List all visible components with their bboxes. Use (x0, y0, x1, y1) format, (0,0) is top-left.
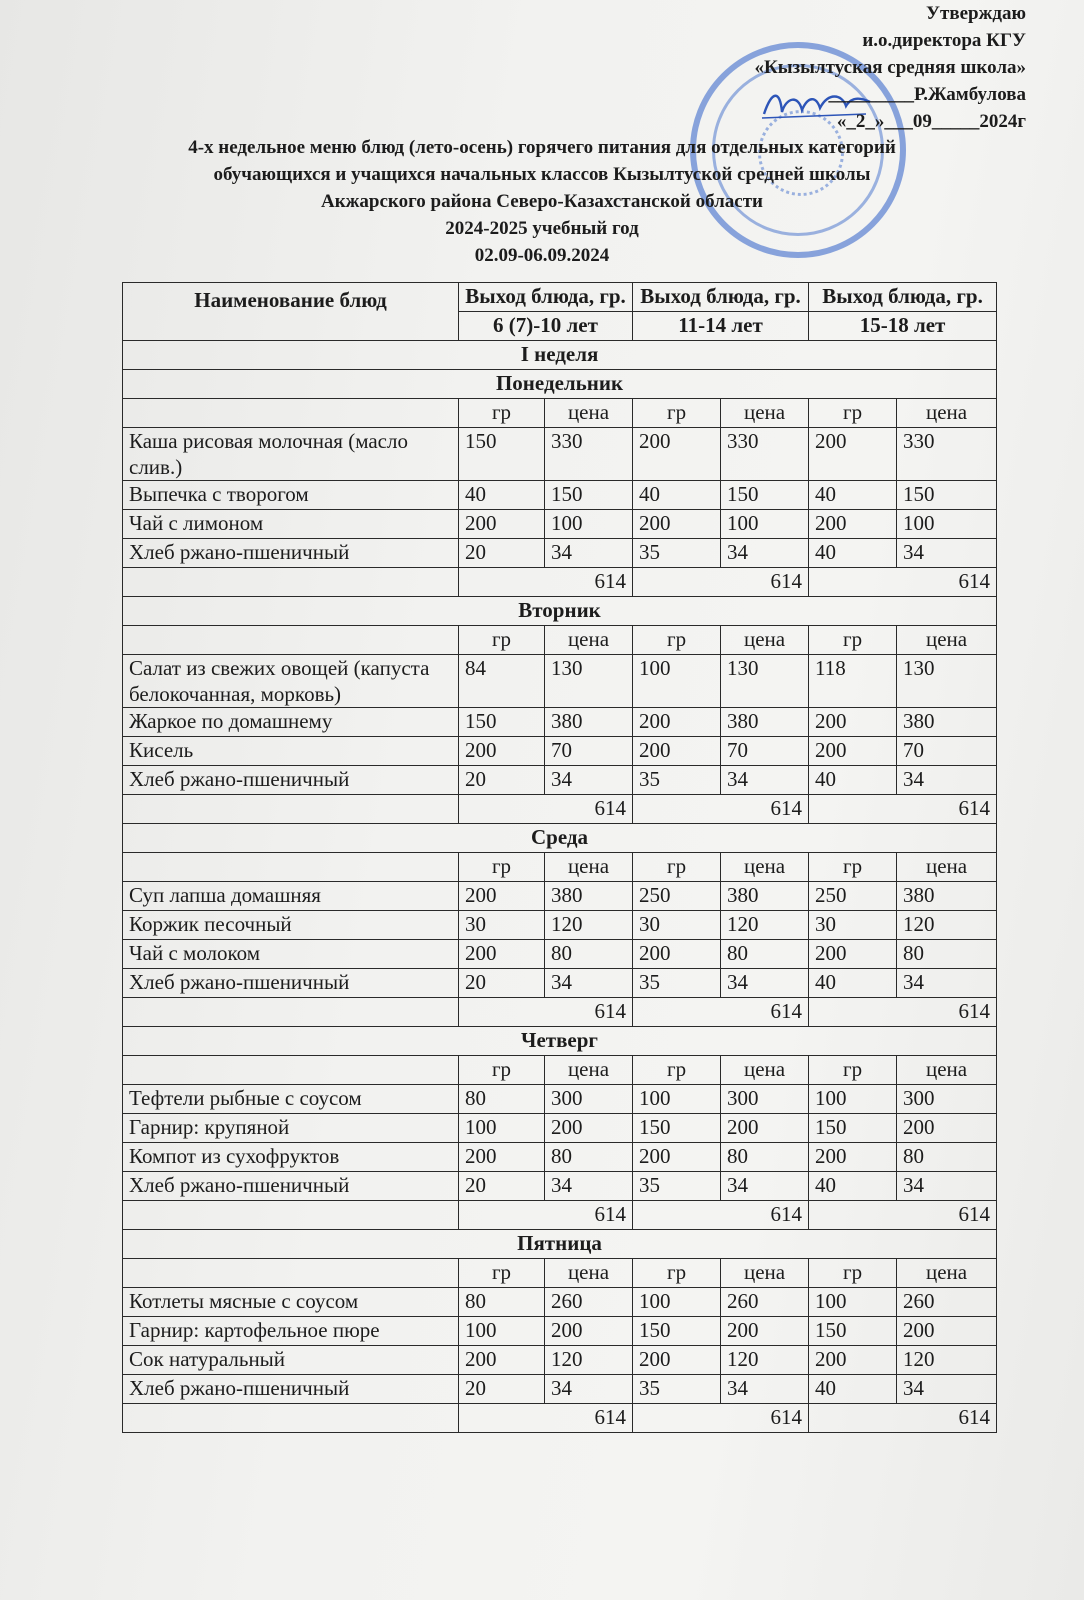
subheader-empty (123, 1259, 459, 1288)
table-row (123, 1172, 997, 1201)
grams-value: 200 (809, 708, 897, 737)
dish-name: Кисель (123, 737, 459, 766)
day-total: 614 (459, 568, 633, 597)
day-total: 614 (459, 795, 633, 824)
price-value: 380 (721, 882, 809, 911)
price-value: 380 (897, 882, 997, 911)
table-row (123, 1143, 997, 1172)
price-value: 100 (897, 510, 997, 539)
day-name: Четверг (123, 1027, 997, 1056)
day-total: 614 (809, 795, 997, 824)
day-total: 614 (459, 998, 633, 1027)
grams-value: 200 (459, 510, 545, 539)
dish-name: Выпечка с творогом (123, 481, 459, 510)
subheader-grams: гр (459, 626, 545, 655)
subheader-grams: гр (809, 399, 897, 428)
price-value: 200 (897, 1114, 997, 1143)
dish-name: Тефтели рыбные с соусом (123, 1085, 459, 1114)
price-value: 130 (897, 655, 997, 708)
price-value: 34 (897, 539, 997, 568)
day-name: Пятница (123, 1230, 997, 1259)
subheader-price: цена (721, 1056, 809, 1085)
title-line-1: 4-х недельное меню блюд (лето-осень) горячего питания для отдельных категорий (188, 137, 896, 158)
dish-name: Коржик песочный (123, 911, 459, 940)
grams-value: 20 (459, 969, 545, 998)
price-value: 100 (721, 510, 809, 539)
dish-name: Хлеб ржано-пшеничный (123, 766, 459, 795)
header-output-age1: Выход блюда, гр. (459, 283, 633, 312)
price-value: 200 (897, 1317, 997, 1346)
grams-value: 200 (633, 940, 721, 969)
header-age-group-3: 15-18 лет (809, 312, 997, 341)
table-row (123, 1114, 997, 1143)
subheader-price: цена (897, 853, 997, 882)
subheader-empty (123, 626, 459, 655)
subheader-price: цена (897, 1056, 997, 1085)
price-value: 380 (545, 882, 633, 911)
price-value: 70 (721, 737, 809, 766)
grams-value: 20 (459, 1375, 545, 1404)
table-row (123, 882, 997, 911)
grams-value: 150 (459, 428, 545, 481)
price-value: 200 (545, 1317, 633, 1346)
header-dish-name: Наименование блюд (123, 283, 459, 341)
price-value: 330 (545, 428, 633, 481)
price-value: 380 (545, 708, 633, 737)
subheader-price: цена (721, 853, 809, 882)
subheader-grams: гр (809, 1056, 897, 1085)
grams-value: 250 (633, 882, 721, 911)
grams-value: 40 (809, 481, 897, 510)
subheader-price: цена (897, 399, 997, 428)
price-value: 70 (897, 737, 997, 766)
price-value: 380 (897, 708, 997, 737)
day-total: 614 (809, 998, 997, 1027)
table-row (123, 766, 997, 795)
approval-date: «_2_»___09_____2024г (836, 111, 1026, 132)
grams-value: 100 (633, 655, 721, 708)
table-row (123, 940, 997, 969)
price-value: 34 (897, 969, 997, 998)
price-value: 130 (721, 655, 809, 708)
grams-value: 80 (459, 1288, 545, 1317)
day-total: 614 (809, 568, 997, 597)
grams-value: 40 (809, 969, 897, 998)
table-row (123, 1085, 997, 1114)
price-value: 330 (721, 428, 809, 481)
grams-value: 200 (459, 940, 545, 969)
approval-block (754, 0, 1026, 135)
dish-name: Котлеты мясные с соусом (123, 1288, 459, 1317)
grams-value: 100 (459, 1317, 545, 1346)
dish-name: Жаркое по домашнему (123, 708, 459, 737)
approval-heading: Утверждаю (926, 3, 1026, 24)
subheader-price: цена (545, 626, 633, 655)
menu-table (122, 282, 997, 1433)
title-line-3: Акжарского района Северо-Казахстанской области (320, 191, 764, 212)
grams-value: 35 (633, 1172, 721, 1201)
subheader-grams: гр (633, 1056, 721, 1085)
grams-value: 150 (633, 1114, 721, 1143)
price-value: 380 (721, 708, 809, 737)
price-value: 260 (545, 1288, 633, 1317)
day-total: 614 (633, 795, 809, 824)
dish-name: Салат из свежих овощей (капуста белокочанная, морковь) (123, 655, 459, 708)
price-value: 80 (721, 940, 809, 969)
day-name: Среда (123, 824, 997, 853)
price-value: 120 (545, 1346, 633, 1375)
price-value: 70 (545, 737, 633, 766)
subheader-grams: гр (459, 399, 545, 428)
grams-value: 200 (459, 1143, 545, 1172)
grams-value: 200 (459, 1346, 545, 1375)
grams-value: 150 (809, 1317, 897, 1346)
grams-value: 200 (809, 940, 897, 969)
day-name: Понедельник (123, 370, 997, 399)
total-label-empty (123, 568, 459, 597)
subheader-grams: гр (809, 1259, 897, 1288)
subheader-grams: гр (459, 853, 545, 882)
price-value: 34 (721, 969, 809, 998)
subheader-price: цена (721, 399, 809, 428)
header-age-group-1: 6 (7)-10 лет (459, 312, 633, 341)
grams-value: 40 (809, 539, 897, 568)
day-name: Вторник (123, 597, 997, 626)
grams-value: 100 (459, 1114, 545, 1143)
grams-value: 35 (633, 766, 721, 795)
price-value: 120 (721, 1346, 809, 1375)
subheader-price: цена (721, 1259, 809, 1288)
subheader-price: цена (897, 626, 997, 655)
total-label-empty (123, 1404, 459, 1433)
grams-value: 200 (809, 1143, 897, 1172)
grams-value: 200 (459, 882, 545, 911)
price-value: 34 (721, 1375, 809, 1404)
subheader-grams: гр (633, 853, 721, 882)
table-row (123, 708, 997, 737)
grams-value: 84 (459, 655, 545, 708)
grams-value: 150 (633, 1317, 721, 1346)
price-value: 34 (545, 1172, 633, 1201)
dish-name: Чай с лимоном (123, 510, 459, 539)
grams-value: 100 (633, 1288, 721, 1317)
table-row (123, 1346, 997, 1375)
price-value: 330 (897, 428, 997, 481)
subheader-grams: гр (633, 1259, 721, 1288)
grams-value: 100 (809, 1085, 897, 1114)
approval-position: и.о.директора КГУ (862, 30, 1026, 51)
grams-value: 100 (633, 1085, 721, 1114)
price-value: 34 (721, 1172, 809, 1201)
title-school-year: 2024-2025 учебный год (445, 218, 639, 239)
table-row (123, 428, 997, 481)
day-total: 614 (633, 568, 809, 597)
day-total: 614 (459, 1201, 633, 1230)
grams-value: 200 (809, 428, 897, 481)
price-value: 80 (545, 940, 633, 969)
approval-organization: «Кызылтуская средняя школа» (754, 57, 1026, 78)
header-output-age2: Выход блюда, гр. (633, 283, 809, 312)
table-row (123, 481, 997, 510)
grams-value: 20 (459, 539, 545, 568)
subheader-grams: гр (459, 1259, 545, 1288)
grams-value: 200 (633, 1346, 721, 1375)
table-row (123, 1317, 997, 1346)
grams-value: 200 (633, 1143, 721, 1172)
price-value: 300 (721, 1085, 809, 1114)
header-output-age3: Выход блюда, гр. (809, 283, 997, 312)
price-value: 34 (545, 969, 633, 998)
grams-value: 40 (809, 766, 897, 795)
title-date-range: 02.09-06.09.2024 (474, 245, 610, 266)
grams-value: 150 (459, 708, 545, 737)
table-row (123, 911, 997, 940)
price-value: 150 (897, 481, 997, 510)
grams-value: 40 (633, 481, 721, 510)
grams-value: 30 (633, 911, 721, 940)
approval-signatory: _________Р.Жамбулова (828, 84, 1026, 105)
grams-value: 200 (633, 708, 721, 737)
subheader-grams: гр (459, 1056, 545, 1085)
grams-value: 80 (459, 1085, 545, 1114)
price-value: 150 (545, 481, 633, 510)
price-value: 34 (545, 539, 633, 568)
grams-value: 40 (809, 1375, 897, 1404)
table-row (123, 1288, 997, 1317)
price-value: 200 (721, 1317, 809, 1346)
grams-value: 35 (633, 1375, 721, 1404)
price-value: 130 (545, 655, 633, 708)
day-total: 614 (633, 1404, 809, 1433)
table-row (123, 510, 997, 539)
price-value: 80 (721, 1143, 809, 1172)
table-row (123, 655, 997, 708)
header-age-group-2: 11-14 лет (633, 312, 809, 341)
price-value: 34 (721, 539, 809, 568)
dish-name: Каша рисовая молочная (масло слив.) (123, 428, 459, 481)
table-row (123, 737, 997, 766)
price-value: 80 (897, 940, 997, 969)
dish-name: Хлеб ржано-пшеничный (123, 1172, 459, 1201)
price-value: 34 (897, 1172, 997, 1201)
dish-name: Суп лапша домашняя (123, 882, 459, 911)
grams-value: 200 (809, 1346, 897, 1375)
table-row (123, 1375, 997, 1404)
day-total: 614 (809, 1201, 997, 1230)
grams-value: 20 (459, 766, 545, 795)
grams-value: 30 (459, 911, 545, 940)
dish-name: Сок натуральный (123, 1346, 459, 1375)
grams-value: 100 (809, 1288, 897, 1317)
subheader-empty (123, 399, 459, 428)
price-value: 34 (721, 766, 809, 795)
price-value: 200 (545, 1114, 633, 1143)
dish-name: Чай с молоком (123, 940, 459, 969)
title-line-2: обучающихся и учащихся начальных классов Кызылтуской средней школы (213, 164, 871, 185)
day-total: 614 (633, 1201, 809, 1230)
grams-value: 40 (459, 481, 545, 510)
price-value: 34 (897, 1375, 997, 1404)
table-row (123, 539, 997, 568)
subheader-grams: гр (633, 626, 721, 655)
price-value: 260 (897, 1288, 997, 1317)
grams-value: 20 (459, 1172, 545, 1201)
subheader-price: цена (721, 626, 809, 655)
grams-value: 118 (809, 655, 897, 708)
price-value: 120 (897, 1346, 997, 1375)
price-value: 120 (897, 911, 997, 940)
dish-name: Гарнир: крупяной (123, 1114, 459, 1143)
price-value: 34 (897, 766, 997, 795)
price-value: 200 (721, 1114, 809, 1143)
subheader-grams: гр (633, 399, 721, 428)
dish-name: Хлеб ржано-пшеничный (123, 1375, 459, 1404)
price-value: 34 (545, 1375, 633, 1404)
grams-value: 200 (633, 737, 721, 766)
grams-value: 200 (633, 428, 721, 481)
subheader-price: цена (545, 853, 633, 882)
grams-value: 200 (809, 510, 897, 539)
subheader-price: цена (545, 1056, 633, 1085)
day-total: 614 (809, 1404, 997, 1433)
dish-name: Компот из сухофруктов (123, 1143, 459, 1172)
grams-value: 200 (459, 737, 545, 766)
price-value: 120 (721, 911, 809, 940)
price-value: 260 (721, 1288, 809, 1317)
grams-value: 40 (809, 1172, 897, 1201)
dish-name: Гарнир: картофельное пюре (123, 1317, 459, 1346)
price-value: 300 (545, 1085, 633, 1114)
price-value: 100 (545, 510, 633, 539)
total-label-empty (123, 998, 459, 1027)
subheader-empty (123, 1056, 459, 1085)
price-value: 150 (721, 481, 809, 510)
table-row (123, 969, 997, 998)
grams-value: 35 (633, 969, 721, 998)
subheader-grams: гр (809, 626, 897, 655)
total-label-empty (123, 1201, 459, 1230)
grams-value: 250 (809, 882, 897, 911)
dish-name: Хлеб ржано-пшеничный (123, 969, 459, 998)
day-total: 614 (633, 998, 809, 1027)
grams-value: 150 (809, 1114, 897, 1143)
subheader-grams: гр (809, 853, 897, 882)
price-value: 80 (897, 1143, 997, 1172)
grams-value: 30 (809, 911, 897, 940)
subheader-price: цена (545, 399, 633, 428)
price-value: 80 (545, 1143, 633, 1172)
price-value: 120 (545, 911, 633, 940)
price-value: 300 (897, 1085, 997, 1114)
document-title (0, 134, 1084, 269)
grams-value: 200 (809, 737, 897, 766)
day-total: 614 (459, 1404, 633, 1433)
week-label: I неделя (123, 341, 997, 370)
subheader-price: цена (545, 1259, 633, 1288)
subheader-price: цена (897, 1259, 997, 1288)
grams-value: 200 (633, 510, 721, 539)
total-label-empty (123, 795, 459, 824)
grams-value: 35 (633, 539, 721, 568)
dish-name: Хлеб ржано-пшеничный (123, 539, 459, 568)
subheader-empty (123, 853, 459, 882)
price-value: 34 (545, 766, 633, 795)
